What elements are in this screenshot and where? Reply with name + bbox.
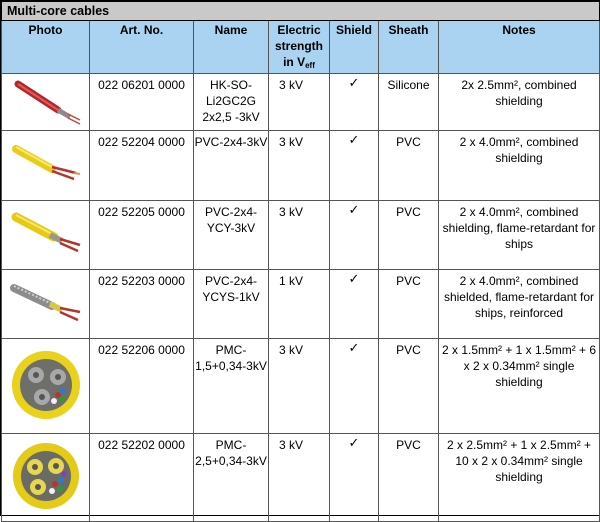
art-no-cell: 022 52205 0000: [90, 201, 194, 270]
art-no-cell: 022 52203 0000: [90, 270, 194, 339]
notes-cell: 2 x 1.5mm² + 1 x 1.5mm² + 6 x 2 x 0.34mm² single shielding: [439, 339, 600, 434]
shield-check-icon: ✓: [330, 131, 379, 201]
sheath-cell: PVC: [379, 131, 439, 201]
header-photo: Photo: [2, 21, 90, 74]
header-electric-strength: [269, 21, 330, 74]
notes-cell: 2x 2.5mm², combined shielding: [439, 74, 600, 131]
shield-check-icon: ✓: [330, 434, 379, 522]
photo-cell: [2, 270, 90, 339]
notes-cell: 2 x 4.0mm², combined shielded, flame-retardant for ships, reinforced: [439, 270, 600, 339]
electric-strength-cell: 3 kV: [269, 201, 330, 270]
electric-strength-cell: 3 kV: [269, 74, 330, 131]
notes-cell: 2 x 4.0mm², combined shielding, flame-retardant for ships: [439, 201, 600, 270]
shield-check-icon: ✓: [330, 74, 379, 131]
sheath-cell: Silicone: [379, 74, 439, 131]
art-no-cell: 022 52206 0000: [90, 339, 194, 434]
photo-cell: [2, 434, 90, 522]
electric-strength-cell: 1 kV: [269, 270, 330, 339]
table-row: [2, 270, 600, 339]
table-row: [2, 339, 600, 434]
name-cell: PVC-2x4-3kV: [194, 131, 269, 201]
photo-cell: [2, 201, 90, 270]
notes-cell: 2 x 4.0mm², combined shielding: [439, 131, 600, 201]
art-no-cell: 022 52202 0000: [90, 434, 194, 522]
sheath-cell: PVC: [379, 339, 439, 434]
sheath-cell: PVC: [379, 270, 439, 339]
sheath-cell: PVC: [379, 434, 439, 522]
table-row: [2, 131, 600, 201]
header-electric-strength-sub: eff: [305, 61, 315, 70]
table-row: [2, 74, 600, 131]
header-name: Name: [194, 21, 269, 74]
shield-check-icon: ✓: [330, 201, 379, 270]
header-notes: Notes: [439, 21, 600, 74]
sheath-cell: PVC: [379, 201, 439, 270]
table-title: Multi-core cables: [2, 2, 600, 21]
grey-reinforced-cable-photo-icon: [6, 270, 86, 330]
name-cell: PVC-2x4-YCYS-1kV: [194, 270, 269, 339]
red-cable-photo-icon: [6, 74, 86, 129]
multi-core-cables-table: [1, 1, 600, 522]
header-art-no: Art. No.: [90, 21, 194, 74]
yellow-braided-cable-photo-icon: [6, 201, 86, 261]
shield-check-icon: ✓: [330, 339, 379, 434]
name-cell: HK-SO-Li2GC2G 2x2,5 -3kV: [194, 74, 269, 131]
header-electric-strength-text: Electric strength in V: [275, 23, 323, 69]
name-cell: PMC-1,5+0,34-3kV: [194, 339, 269, 434]
photo-cell: [2, 74, 90, 131]
table-row: [2, 434, 600, 522]
electric-strength-cell: 3 kV: [269, 434, 330, 522]
electric-strength-cell: 3 kV: [269, 131, 330, 201]
photo-cell: [2, 131, 90, 201]
art-no-cell: 022 52204 0000: [90, 131, 194, 201]
art-no-cell: 022 06201 0000: [90, 74, 194, 131]
header-shield: Shield: [330, 21, 379, 74]
header-sheath: Sheath: [379, 21, 439, 74]
table-row: [2, 201, 600, 270]
photo-cell: [2, 339, 90, 434]
notes-cell: 2 x 2.5mm² + 1 x 2.5mm² + 10 x 2 x 0.34mm² single shielding: [439, 434, 600, 522]
shield-check-icon: ✓: [330, 270, 379, 339]
name-cell: PVC-2x4-YCY-3kV: [194, 201, 269, 270]
yellow-cable-photo-icon: [6, 131, 86, 191]
electric-strength-cell: 3 kV: [269, 339, 330, 434]
name-cell: PMC-2,5+0,34-3kV: [194, 434, 269, 522]
cable-cross-section-photo-2-icon: [6, 434, 86, 518]
cable-cross-section-photo-icon: [6, 339, 86, 429]
